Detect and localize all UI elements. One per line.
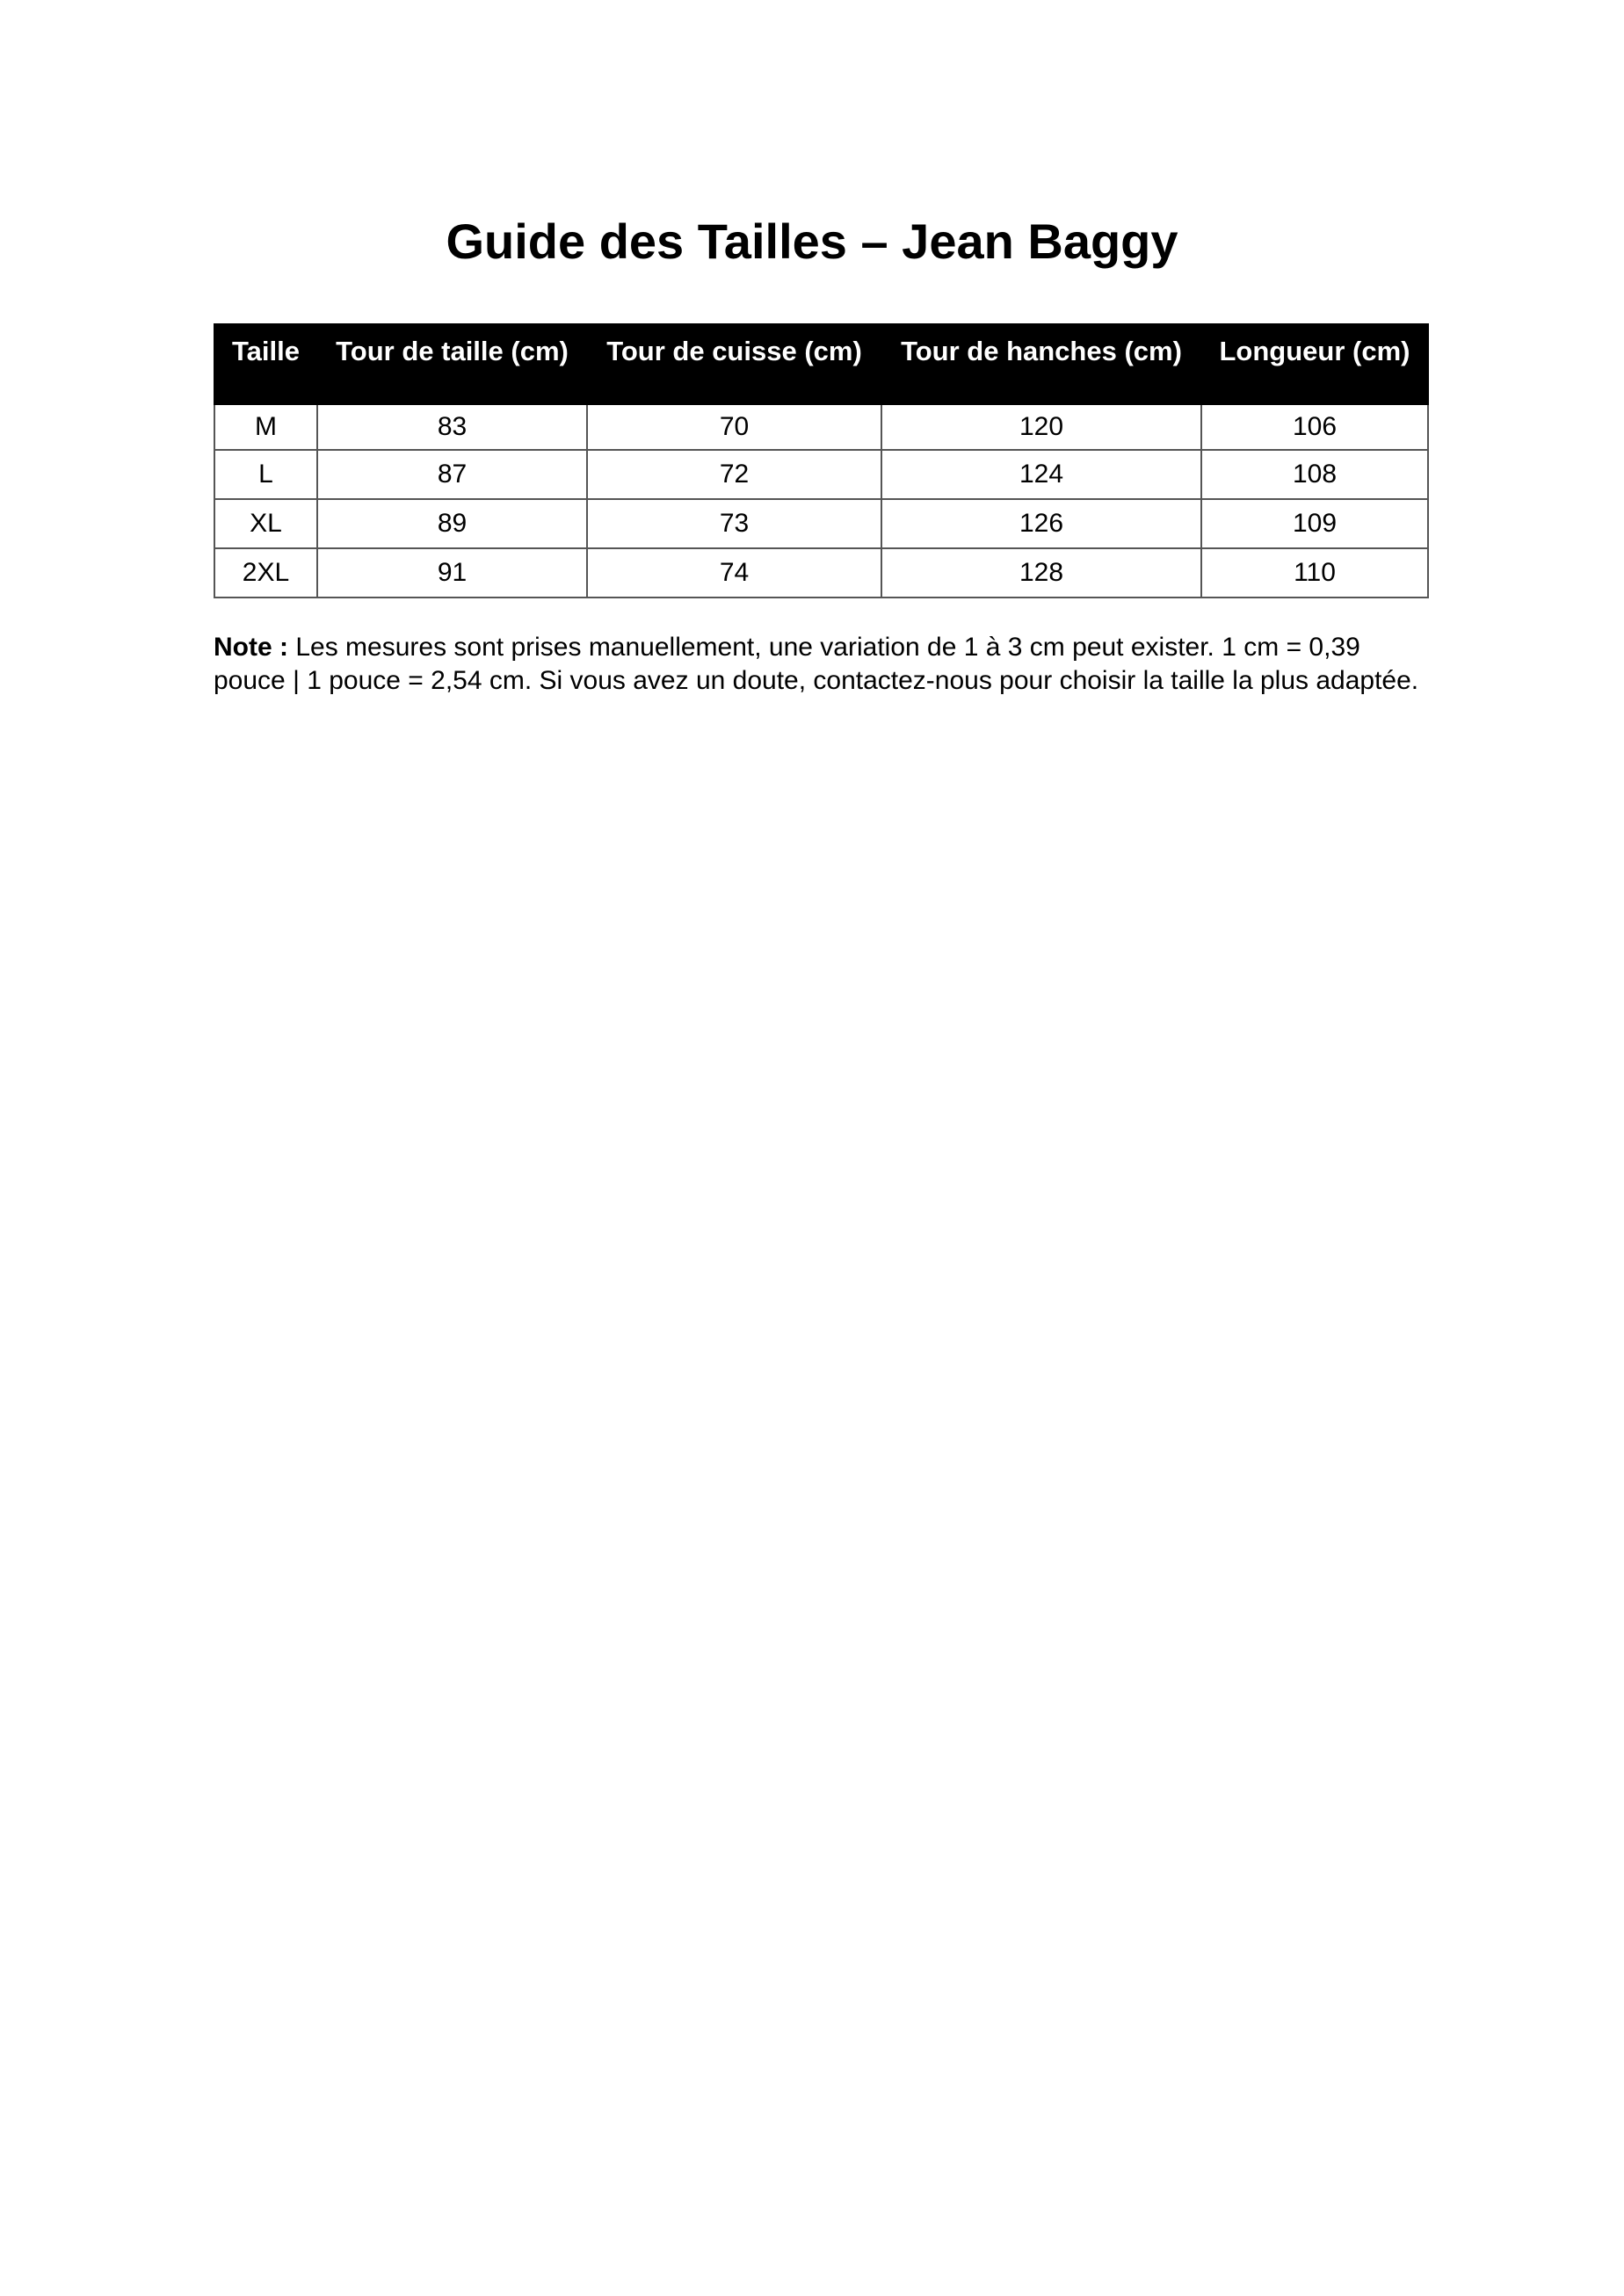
- cell-waist: 87: [317, 450, 587, 499]
- table-header: [214, 324, 1428, 401]
- cell-hips: 126: [881, 499, 1201, 548]
- cell-waist: 83: [317, 401, 587, 450]
- header-size: Taille: [214, 324, 317, 401]
- cell-length: 108: [1201, 450, 1428, 499]
- table-row: [214, 548, 1428, 598]
- cell-waist: 91: [317, 548, 587, 598]
- cell-size: L: [214, 450, 317, 499]
- table-header-row: [214, 324, 1428, 401]
- measurement-note: [214, 631, 1431, 698]
- cell-length: 109: [1201, 499, 1428, 548]
- cell-size: M: [214, 401, 317, 450]
- cell-length: 110: [1201, 548, 1428, 598]
- header-waist: Tour de taille (cm): [317, 324, 587, 401]
- cell-thigh: 74: [587, 548, 881, 598]
- cell-size: 2XL: [214, 548, 317, 598]
- cell-waist: 89: [317, 499, 587, 548]
- cell-hips: 124: [881, 450, 1201, 499]
- table-body: [214, 401, 1428, 598]
- size-guide-table: [214, 323, 1429, 598]
- table-row: [214, 450, 1428, 499]
- cell-hips: 128: [881, 548, 1201, 598]
- note-label: Note :: [214, 633, 288, 662]
- header-length: Longueur (cm): [1201, 324, 1428, 401]
- header-thigh: Tour de cuisse (cm): [587, 324, 881, 401]
- cell-thigh: 72: [587, 450, 881, 499]
- cell-hips: 120: [881, 401, 1201, 450]
- cell-length: 106: [1201, 401, 1428, 450]
- cell-size: XL: [214, 499, 317, 548]
- cell-thigh: 70: [587, 401, 881, 450]
- table-row: [214, 499, 1428, 548]
- table-row: [214, 401, 1428, 450]
- header-hips: Tour de hanches (cm): [881, 324, 1201, 401]
- cell-thigh: 73: [587, 499, 881, 548]
- note-text: Les mesures sont prises manuellement, une variation de 1 à 3 cm peut exister. 1 cm = 0,39 pouce | 1 pouce = 2,54 cm. Si vous avez un doute, contactez-nous pour choisir la taille la plus adaptée.: [214, 633, 1419, 695]
- page-title: Guide des Tailles – Jean Baggy: [446, 214, 1178, 269]
